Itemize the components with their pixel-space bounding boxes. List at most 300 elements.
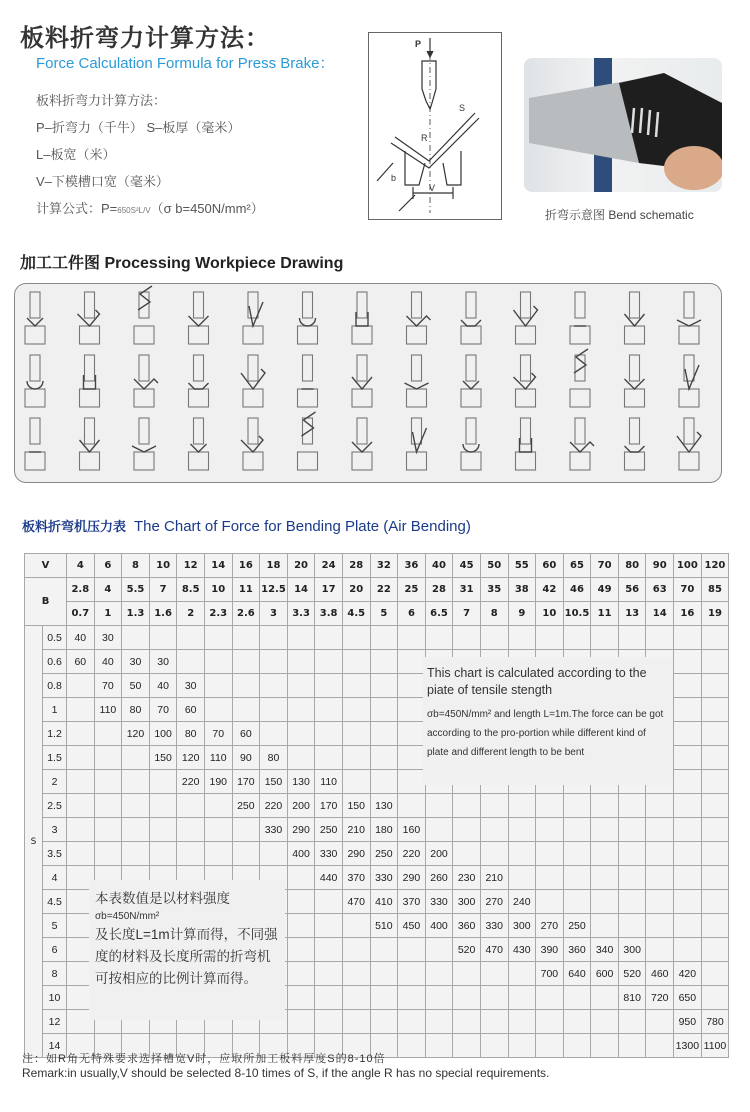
- workpiece-shape-icon: [677, 418, 701, 470]
- empty-cell: [674, 938, 702, 962]
- empty-cell: [618, 794, 646, 818]
- empty-cell: [342, 650, 370, 674]
- empty-cell: [232, 698, 260, 722]
- force-cell: 80: [177, 722, 205, 746]
- empty-cell: [646, 818, 674, 842]
- force-cell: 300: [508, 914, 536, 938]
- workpiece-shape-icon: [298, 412, 318, 470]
- formula-expression: 650S²L/V: [117, 206, 151, 215]
- empty-cell: [149, 842, 177, 866]
- empty-cell: [508, 626, 536, 650]
- page-subtitle: Force Calculation Formula for Press Brake：: [36, 55, 335, 72]
- b1-value: 5.5: [122, 578, 150, 602]
- empty-cell: [508, 866, 536, 890]
- empty-cell: [398, 986, 426, 1010]
- empty-cell: [398, 1034, 426, 1058]
- s-label: S: [25, 626, 43, 1058]
- empty-cell: [674, 818, 702, 842]
- b1-value: 2.8: [67, 578, 95, 602]
- b1-value: 11: [232, 578, 260, 602]
- empty-cell: [701, 842, 729, 866]
- force-cell: 1300: [674, 1034, 702, 1058]
- empty-cell: [287, 962, 315, 986]
- empty-cell: [646, 890, 674, 914]
- empty-cell: [508, 794, 536, 818]
- empty-cell: [94, 746, 122, 770]
- v-value: 12: [177, 554, 205, 578]
- force-cell: 250: [232, 794, 260, 818]
- formula-l: L–板宽（米）: [36, 147, 116, 162]
- empty-cell: [674, 890, 702, 914]
- workpiece-shape-icon: [570, 292, 590, 344]
- table-row: [25, 842, 729, 866]
- force-cell: 180: [370, 818, 398, 842]
- force-cell: 330: [260, 818, 288, 842]
- b2-value: 6: [398, 602, 426, 626]
- s-value: 0.6: [43, 650, 67, 674]
- empty-cell: [480, 842, 508, 866]
- empty-cell: [425, 1010, 453, 1034]
- empty-cell: [536, 1010, 564, 1034]
- force-cell: 780: [701, 1010, 729, 1034]
- empty-cell: [480, 626, 508, 650]
- force-cell: 60: [232, 722, 260, 746]
- note-en-line-b: σb=450N/mm² and length L=1m.The force can be got according to the pro-portion while different kind of plate and different length to be bent: [427, 709, 664, 758]
- label-p: P: [415, 39, 422, 49]
- empty-cell: [287, 938, 315, 962]
- empty-cell: [563, 890, 591, 914]
- force-cell: 720: [646, 986, 674, 1010]
- table-note-chinese: [89, 880, 285, 1020]
- formula-v: V–下模槽口宽（毫米）: [36, 174, 169, 189]
- empty-cell: [149, 770, 177, 794]
- workpiece-shape-icon: [25, 292, 45, 344]
- empty-cell: [674, 770, 702, 794]
- v-value: 80: [618, 554, 646, 578]
- empty-cell: [425, 938, 453, 962]
- empty-cell: [260, 650, 288, 674]
- b2-value: 6.5: [425, 602, 453, 626]
- v-value: 55: [508, 554, 536, 578]
- v-value: 18: [260, 554, 288, 578]
- b2-value: 13: [618, 602, 646, 626]
- empty-cell: [260, 842, 288, 866]
- v-value: 32: [370, 554, 398, 578]
- empty-cell: [177, 626, 205, 650]
- workpiece-shape-icon: [189, 418, 209, 470]
- force-cell: 60: [177, 698, 205, 722]
- empty-cell: [342, 938, 370, 962]
- empty-cell: [204, 626, 232, 650]
- empty-cell: [342, 914, 370, 938]
- s-value: 1: [43, 698, 67, 722]
- formula: [36, 198, 264, 217]
- force-cell: 290: [342, 842, 370, 866]
- empty-cell: [149, 794, 177, 818]
- empty-cell: [67, 674, 95, 698]
- empty-cell: [701, 626, 729, 650]
- force-cell: 150: [342, 794, 370, 818]
- empty-cell: [701, 674, 729, 698]
- page-title: 板料折弯力计算方法：: [20, 25, 270, 52]
- force-cell: 40: [94, 650, 122, 674]
- formula-suffix: （σ b=450N/mm²）: [150, 201, 264, 216]
- force-cell: 230: [453, 866, 481, 890]
- v-value: 6: [94, 554, 122, 578]
- b1-value: 46: [563, 578, 591, 602]
- empty-cell: [204, 818, 232, 842]
- empty-cell: [618, 842, 646, 866]
- empty-cell: [315, 746, 343, 770]
- empty-cell: [177, 650, 205, 674]
- empty-cell: [94, 722, 122, 746]
- empty-cell: [508, 842, 536, 866]
- empty-cell: [370, 962, 398, 986]
- empty-cell: [204, 674, 232, 698]
- empty-cell: [370, 770, 398, 794]
- workpiece-drawing-panel: [14, 283, 722, 483]
- v-value: 50: [480, 554, 508, 578]
- workpiece-shape-icon: [625, 292, 645, 344]
- empty-cell: [342, 674, 370, 698]
- empty-cell: [204, 794, 232, 818]
- empty-cell: [674, 698, 702, 722]
- empty-cell: [480, 1034, 508, 1058]
- table-row: [25, 626, 729, 650]
- workpiece-shape-icon: [461, 292, 481, 344]
- empty-cell: [701, 818, 729, 842]
- v-value: 20: [287, 554, 315, 578]
- empty-cell: [370, 674, 398, 698]
- empty-cell: [398, 938, 426, 962]
- empty-cell: [342, 1010, 370, 1034]
- s-value: 10: [43, 986, 67, 1010]
- b2-value: 1.6: [149, 602, 177, 626]
- force-cell: 210: [480, 866, 508, 890]
- empty-cell: [701, 746, 729, 770]
- b1-value: 63: [646, 578, 674, 602]
- table-row: [25, 794, 729, 818]
- force-cell: 270: [480, 890, 508, 914]
- force-cell: 260: [425, 866, 453, 890]
- workpiece-shape-icon: [352, 418, 372, 470]
- b-label: B: [25, 578, 67, 626]
- force-cell: 150: [260, 770, 288, 794]
- empty-cell: [287, 626, 315, 650]
- empty-cell: [177, 794, 205, 818]
- b2-value: 14: [646, 602, 674, 626]
- empty-cell: [122, 794, 150, 818]
- b1-value: 4: [94, 578, 122, 602]
- empty-cell: [701, 722, 729, 746]
- formula-label: 计算公式：P=: [36, 201, 118, 216]
- workpiece-shape-icon: [25, 418, 45, 470]
- empty-cell: [177, 818, 205, 842]
- empty-cell: [563, 986, 591, 1010]
- table-title-en: The Chart of Force for Bending Plate (Air Bending): [134, 518, 471, 535]
- workpiece-shape-icon: [132, 418, 156, 470]
- workpiece-shape-icon: [80, 418, 100, 470]
- s-value: 8: [43, 962, 67, 986]
- bend-photo: [524, 58, 722, 192]
- workpiece-shape-icon: [241, 355, 265, 407]
- b2-value: 2: [177, 602, 205, 626]
- force-cell: 200: [287, 794, 315, 818]
- empty-cell: [508, 962, 536, 986]
- empty-cell: [67, 698, 95, 722]
- empty-cell: [398, 1010, 426, 1034]
- empty-cell: [342, 626, 370, 650]
- b1-value: 7: [149, 578, 177, 602]
- empty-cell: [508, 818, 536, 842]
- workpiece-shape-icon: [298, 292, 318, 344]
- v-value: 90: [646, 554, 674, 578]
- b2-value: 0.7: [67, 602, 95, 626]
- force-cell: 160: [398, 818, 426, 842]
- formula-p-s: P–折弯力（千牛） S–板厚（毫米）: [36, 120, 241, 135]
- force-cell: 30: [149, 650, 177, 674]
- b1-value: 14: [287, 578, 315, 602]
- v-value: 16: [232, 554, 260, 578]
- force-cell: 640: [563, 962, 591, 986]
- b2-value: 3.3: [287, 602, 315, 626]
- empty-cell: [563, 842, 591, 866]
- force-cell: 120: [122, 722, 150, 746]
- v-label: V: [25, 554, 67, 578]
- workpiece-shape-icon: [570, 349, 590, 407]
- empty-cell: [287, 722, 315, 746]
- force-cell: 390: [536, 938, 564, 962]
- empty-cell: [591, 1010, 619, 1034]
- force-cell: 100: [149, 722, 177, 746]
- empty-cell: [563, 794, 591, 818]
- force-cell: 190: [204, 770, 232, 794]
- empty-cell: [315, 890, 343, 914]
- empty-cell: [398, 698, 426, 722]
- empty-cell: [674, 866, 702, 890]
- empty-cell: [453, 1034, 481, 1058]
- empty-cell: [122, 818, 150, 842]
- empty-cell: [67, 746, 95, 770]
- note-cn-line-a: 本表数值是以材料强度: [95, 891, 230, 906]
- force-cell: 370: [342, 866, 370, 890]
- empty-cell: [398, 626, 426, 650]
- b1-value: 17: [315, 578, 343, 602]
- force-cell: 700: [536, 962, 564, 986]
- s-value: 3.5: [43, 842, 67, 866]
- workpiece-shape-icon: [514, 292, 538, 344]
- force-cell: 290: [398, 866, 426, 890]
- v-value: 24: [315, 554, 343, 578]
- b2-value: 1: [94, 602, 122, 626]
- empty-cell: [591, 626, 619, 650]
- empty-cell: [315, 650, 343, 674]
- empty-cell: [480, 818, 508, 842]
- force-cell: 50: [122, 674, 150, 698]
- force-cell: 300: [453, 890, 481, 914]
- empty-cell: [425, 1034, 453, 1058]
- s-value: 1.2: [43, 722, 67, 746]
- b1-value: 28: [425, 578, 453, 602]
- empty-cell: [508, 1010, 536, 1034]
- empty-cell: [260, 674, 288, 698]
- empty-cell: [315, 722, 343, 746]
- force-cell: 40: [149, 674, 177, 698]
- empty-cell: [646, 1034, 674, 1058]
- b2-value: 8: [480, 602, 508, 626]
- empty-cell: [701, 770, 729, 794]
- force-cell: 80: [260, 746, 288, 770]
- force-cell: 270: [536, 914, 564, 938]
- empty-cell: [149, 818, 177, 842]
- photo-caption: 折弯示意图 Bend schematic: [545, 208, 694, 222]
- empty-cell: [342, 746, 370, 770]
- workpiece-shape-icon: [461, 418, 481, 470]
- b2-value: 1.3: [122, 602, 150, 626]
- empty-cell: [342, 698, 370, 722]
- empty-cell: [701, 890, 729, 914]
- force-cell: 520: [453, 938, 481, 962]
- empty-cell: [563, 1010, 591, 1034]
- empty-cell: [480, 1010, 508, 1034]
- label-v: V: [429, 183, 436, 193]
- s-value: 14: [43, 1034, 67, 1058]
- force-cell: 410: [370, 890, 398, 914]
- b1-value: 31: [453, 578, 481, 602]
- empty-cell: [342, 722, 370, 746]
- empty-cell: [425, 818, 453, 842]
- s-value: 6: [43, 938, 67, 962]
- force-cell: 450: [398, 914, 426, 938]
- force-cell: 440: [315, 866, 343, 890]
- force-cell: 420: [674, 962, 702, 986]
- force-cell: 70: [149, 698, 177, 722]
- v-value: 120: [701, 554, 729, 578]
- empty-cell: [563, 626, 591, 650]
- remark-cn: 注：如R角无特殊要求选择槽宽V时，应取所加工板料厚度S的8-10倍: [22, 1053, 386, 1065]
- empty-cell: [591, 1034, 619, 1058]
- force-cell: 70: [94, 674, 122, 698]
- empty-cell: [67, 794, 95, 818]
- empty-cell: [287, 698, 315, 722]
- empty-cell: [370, 746, 398, 770]
- v-value: 70: [591, 554, 619, 578]
- s-value: 2: [43, 770, 67, 794]
- workpiece-shape-icon: [298, 355, 318, 407]
- v-value: 4: [67, 554, 95, 578]
- empty-cell: [370, 698, 398, 722]
- workpiece-shape-icon: [677, 292, 701, 344]
- force-cell: 810: [618, 986, 646, 1010]
- empty-cell: [260, 698, 288, 722]
- workpiece-heading: 加工工件图 Processing Workpiece Drawing: [20, 255, 344, 272]
- force-cell: 150: [149, 746, 177, 770]
- empty-cell: [618, 1034, 646, 1058]
- empty-cell: [204, 650, 232, 674]
- empty-cell: [508, 986, 536, 1010]
- empty-cell: [232, 818, 260, 842]
- empty-cell: [370, 938, 398, 962]
- b1-value: 8.5: [177, 578, 205, 602]
- empty-cell: [536, 986, 564, 1010]
- b2-value: 11: [591, 602, 619, 626]
- force-cell: 330: [315, 842, 343, 866]
- force-cell: 70: [204, 722, 232, 746]
- workpiece-shape-icon: [407, 292, 431, 344]
- empty-cell: [536, 866, 564, 890]
- b2-value: 16: [674, 602, 702, 626]
- b2-value: 10.5: [563, 602, 591, 626]
- empty-cell: [122, 770, 150, 794]
- force-cell: 240: [508, 890, 536, 914]
- force-cell: 110: [94, 698, 122, 722]
- empty-cell: [67, 842, 95, 866]
- workpiece-shape-icon: [25, 355, 45, 407]
- force-cell: 1100: [701, 1034, 729, 1058]
- empty-cell: [315, 986, 343, 1010]
- force-cell: 290: [287, 818, 315, 842]
- empty-cell: [315, 1010, 343, 1034]
- force-cell: 330: [480, 914, 508, 938]
- workpiece-shape-icon: [134, 286, 154, 344]
- empty-cell: [342, 962, 370, 986]
- b2-value: 7: [453, 602, 481, 626]
- empty-cell: [67, 818, 95, 842]
- force-cell: 400: [425, 914, 453, 938]
- b1-value: 38: [508, 578, 536, 602]
- note-cn-line-b: σb=450N/mm²: [95, 911, 160, 922]
- v-value: 60: [536, 554, 564, 578]
- empty-cell: [94, 818, 122, 842]
- s-value: 1.5: [43, 746, 67, 770]
- bend-diagram: [368, 32, 502, 220]
- empty-cell: [536, 794, 564, 818]
- b-row-1: [25, 578, 729, 602]
- b2-value: 2.3: [204, 602, 232, 626]
- empty-cell: [453, 842, 481, 866]
- workpiece-shape-icon: [570, 418, 594, 470]
- s-value: 5: [43, 914, 67, 938]
- empty-cell: [232, 650, 260, 674]
- s-value: 4: [43, 866, 67, 890]
- force-cell: 220: [177, 770, 205, 794]
- force-cell: 130: [370, 794, 398, 818]
- force-cell: 340: [591, 938, 619, 962]
- empty-cell: [453, 626, 481, 650]
- force-cell: 650: [674, 986, 702, 1010]
- workpiece-shape-icon: [407, 418, 427, 470]
- workpiece-shape-icon: [352, 292, 372, 344]
- s-value: 3: [43, 818, 67, 842]
- table-note-english: [423, 657, 673, 785]
- empty-cell: [453, 794, 481, 818]
- empty-cell: [536, 1034, 564, 1058]
- s-value: 0.8: [43, 674, 67, 698]
- empty-cell: [536, 890, 564, 914]
- empty-cell: [508, 1034, 536, 1058]
- workpiece-shape-icon: [189, 355, 209, 407]
- empty-cell: [453, 986, 481, 1010]
- empty-cell: [591, 890, 619, 914]
- empty-cell: [674, 674, 702, 698]
- force-cell: 110: [204, 746, 232, 770]
- empty-cell: [618, 818, 646, 842]
- b2-value: 10: [536, 602, 564, 626]
- s-value: 4.5: [43, 890, 67, 914]
- b2-value: 2.6: [232, 602, 260, 626]
- v-value: 14: [204, 554, 232, 578]
- empty-cell: [646, 1010, 674, 1034]
